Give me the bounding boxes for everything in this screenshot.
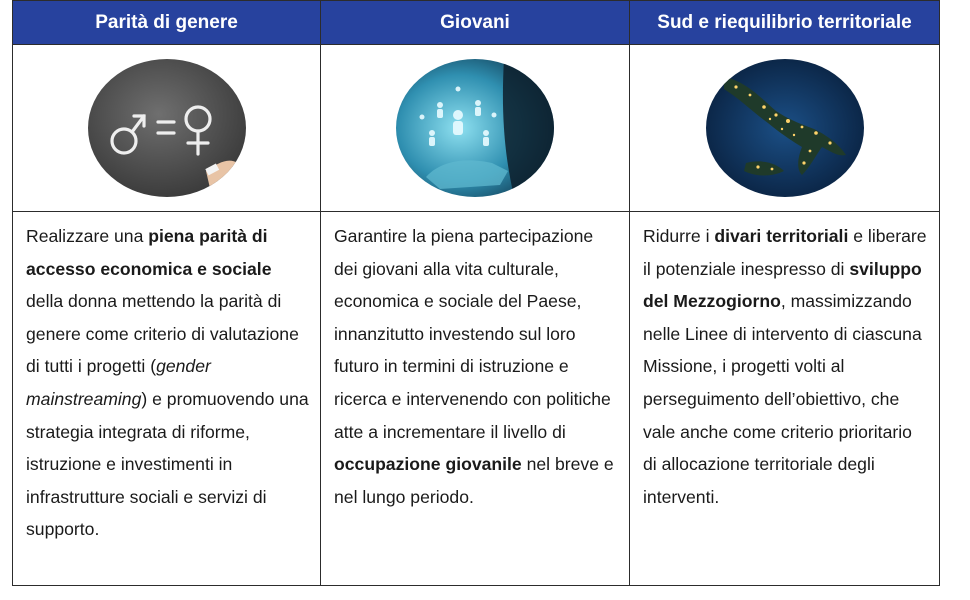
southern-italy-night-map-icon — [706, 59, 864, 197]
text-bold: sviluppo del Mezzogiorno — [643, 258, 922, 312]
header-giovani: Giovani — [321, 1, 630, 45]
text-part: Realizzare una — [26, 226, 149, 246]
header-parita-di-genere: Parità di genere — [13, 1, 321, 45]
text-part: Garantire la piena partecipazione dei giovani alla vita culturale, economica e sociale del Paese, innanzitutto investendo sul loro futuro in termini di istruzione e ricerca e intervenendo con politiche atte a incrementare il livello di — [334, 226, 611, 442]
image-cell-gender — [13, 45, 321, 212]
text-bold: piena parità di accesso economica e sociale — [26, 226, 272, 279]
text-part: ) e promuovendo una strategia integrata di riforme, istruzione e investimenti in infrastrutture sociali e servizi di supporto. — [26, 388, 309, 540]
image-cell-youth — [321, 45, 630, 212]
header-sud-riequilibrio: Sud e riequilibrio territoriale — [630, 1, 939, 45]
gender-equality-chalkboard-icon — [88, 59, 246, 197]
text-bold: divari territoriali — [714, 226, 849, 246]
text-part: della donna mettendo la parità di genere come criterio di valutazione di tutti i progetti ( — [26, 291, 299, 377]
youth-network-hand-icon — [396, 59, 554, 197]
text-italic: gender mainstreaming — [26, 356, 211, 409]
description-youth — [321, 212, 630, 585]
description-gender — [13, 212, 321, 585]
image-cell-south — [630, 45, 939, 212]
priorities-table — [12, 0, 940, 586]
description-south — [630, 212, 939, 585]
text-part: Ridurre i — [643, 226, 715, 246]
text-part: , massimizzando nelle Linee di intervento di ciascuna Missione, i progetti volti al perseguimento dell’obiettivo, che vale anche come criterio prioritario di allocazione territoriale degli interventi. — [643, 291, 922, 507]
text-part: nel breve e nel lungo periodo. — [334, 454, 614, 507]
text-bold: occupazione giovanile — [334, 454, 522, 475]
text-part: e liberare il potenziale inespresso di — [643, 226, 927, 279]
